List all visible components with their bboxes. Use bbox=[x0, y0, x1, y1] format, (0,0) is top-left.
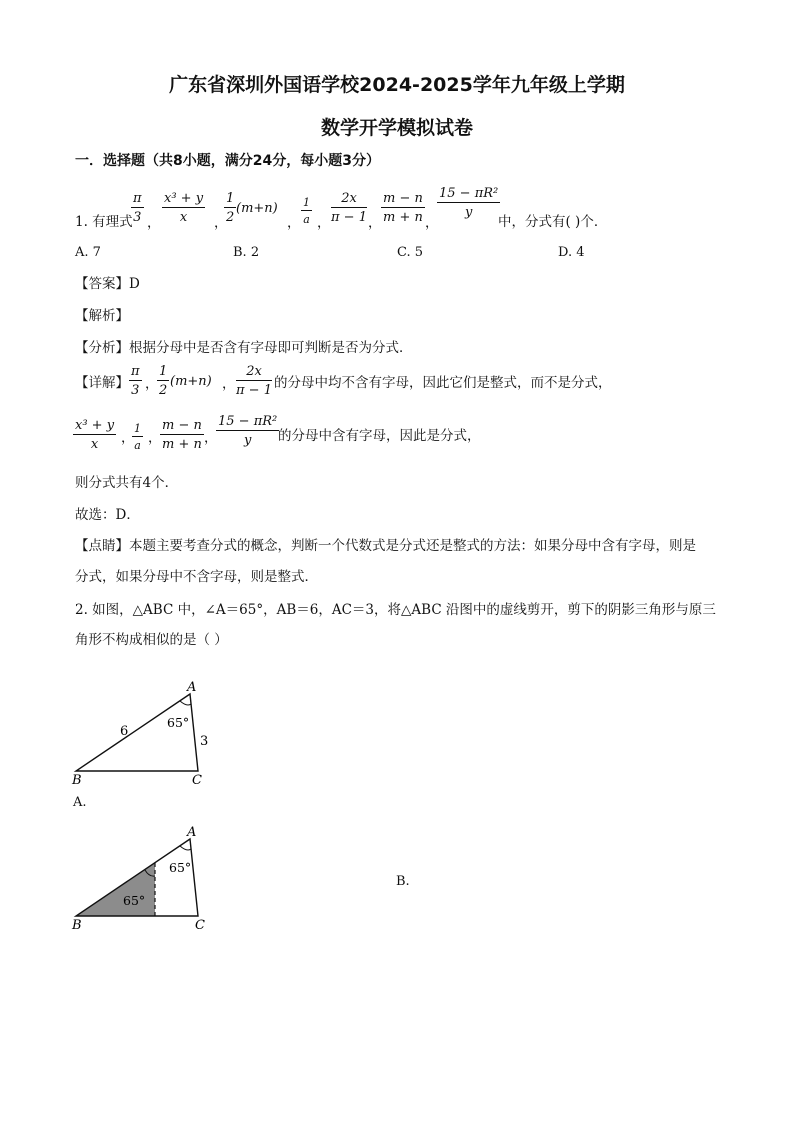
fraction-denominator: x bbox=[179, 210, 188, 225]
fraction-denominator: a bbox=[134, 439, 141, 452]
xiangjie-line2-text: 的分母中含有字母，因此是分式， bbox=[278, 428, 481, 444]
xiangjie-fraction-x3y-over-x bbox=[73, 418, 116, 452]
answer-value: D bbox=[129, 276, 140, 292]
vertex-label-a: A bbox=[187, 680, 197, 695]
fraction-denominator: m + n bbox=[383, 210, 423, 225]
fraction-numerator: 2x bbox=[331, 191, 367, 208]
answer-tag: 【答案】 bbox=[75, 276, 129, 292]
angle-label-shaded: 65° bbox=[123, 893, 146, 908]
answer-line bbox=[75, 274, 140, 294]
fraction-denominator: x bbox=[90, 437, 99, 452]
vertex-label-b: B bbox=[72, 773, 82, 788]
side-ab-label: 6 bbox=[120, 724, 129, 739]
q2-stem-line2: 角形不构成相似的是（ ） bbox=[75, 632, 228, 648]
separator: ， bbox=[425, 215, 439, 231]
dianjing-tag: 【点睛】 bbox=[75, 538, 129, 554]
separator: ， bbox=[287, 215, 301, 231]
separator: ， bbox=[204, 430, 218, 446]
q2-option-a-figure bbox=[60, 825, 230, 937]
fraction-denominator: y bbox=[464, 205, 473, 220]
dianjing-text: 本题主要考查分式的概念，判断一个代数式是分式还是整式的方法：如果分母中含有字母，则是 bbox=[129, 538, 696, 554]
dianjing-line1 bbox=[75, 536, 696, 556]
separator: ， bbox=[222, 376, 236, 392]
separator: ， bbox=[368, 215, 382, 231]
fraction-numerator: π bbox=[131, 364, 140, 379]
xiangjie-fraction-15-piR2-over-y bbox=[216, 414, 279, 448]
fraction-numerator: π bbox=[133, 191, 142, 206]
fraction-numerator: 15 − πR² bbox=[439, 186, 499, 201]
xiangjie-line1-text: 的分母中均不含有字母，因此它们是整式，而不是分式， bbox=[274, 375, 612, 391]
fraction-denominator: 3 bbox=[131, 383, 140, 398]
side-ac-label: 3 bbox=[200, 734, 209, 749]
angle-arc bbox=[180, 701, 191, 705]
document-title-line2: 数学开学模拟试卷 bbox=[320, 117, 473, 139]
q1-option-c: C. 5 bbox=[397, 245, 424, 260]
xiangjie-fraction-pi-over-3 bbox=[129, 364, 142, 398]
angle-label: 65° bbox=[167, 715, 190, 730]
fenxi-text: 根据分母中是否含有字母即可判断是否为分式． bbox=[129, 340, 413, 356]
angle-label-top: 65° bbox=[169, 860, 192, 875]
q1-fraction-15-piR2-over-y bbox=[437, 186, 500, 220]
dianjing-line2: 分式，如果分母中不含字母，则是整式． bbox=[75, 569, 318, 585]
vertex-label-c: C bbox=[195, 918, 205, 933]
fraction-numerator: 1 bbox=[134, 422, 141, 435]
q1-option-d: D. 4 bbox=[558, 245, 585, 260]
q2-option-a-label: A. bbox=[73, 795, 87, 810]
section-heading: 一．选择题（共8小题，满分24分，每小题3分） bbox=[75, 153, 380, 169]
xiangjie-half-tail: (m+n) bbox=[170, 374, 212, 389]
q1-fraction-x3y-over-x bbox=[162, 191, 205, 225]
fraction-numerator: m − n bbox=[383, 191, 423, 206]
q1-fraction-half bbox=[224, 191, 236, 225]
q1-fraction-2x-over-pi-1 bbox=[331, 191, 367, 225]
fraction-denominator: 2 bbox=[159, 383, 168, 398]
q1-suffix: 中，分式有( )个． bbox=[498, 214, 608, 230]
fraction-denominator: a bbox=[303, 213, 310, 226]
xiangjie-fraction-1-over-a bbox=[132, 422, 143, 452]
fraction-numerator: 1 bbox=[303, 196, 310, 209]
q1-option-a: A. 7 bbox=[75, 245, 101, 260]
count-line: 则分式共有4个． bbox=[75, 475, 179, 491]
vertex-label-b: B bbox=[72, 918, 82, 933]
vertex-label-a: A bbox=[187, 825, 197, 840]
fraction-numerator: x³ + y bbox=[75, 418, 115, 433]
fraction-numerator: 2x bbox=[236, 364, 272, 381]
xiangjie-fraction-2x-over-pi-1 bbox=[236, 364, 272, 398]
fraction-denominator: π − 1 bbox=[331, 210, 367, 225]
q1-fraction-mn-over-mn bbox=[381, 191, 425, 225]
separator: ， bbox=[121, 430, 135, 446]
fraction-numerator: 1 bbox=[159, 364, 168, 379]
vertex-label-c: C bbox=[192, 773, 202, 788]
q1-prefix: 1. 有理式 bbox=[75, 214, 133, 230]
xiangjie-tag: 【详解】 bbox=[75, 375, 129, 391]
fraction-numerator: x³ + y bbox=[164, 191, 204, 206]
angle-arc-top bbox=[180, 846, 191, 850]
separator: ， bbox=[147, 215, 161, 231]
fenxi-line bbox=[75, 338, 413, 358]
xiangjie-fraction-half bbox=[157, 364, 169, 398]
analysis-tag: 【解析】 bbox=[75, 308, 129, 324]
separator: ， bbox=[214, 215, 228, 231]
q1-half-tail: (m+n) bbox=[236, 201, 278, 216]
fraction-numerator: 1 bbox=[226, 191, 235, 206]
separator: ， bbox=[145, 376, 159, 392]
separator: ， bbox=[317, 215, 331, 231]
fraction-denominator: π − 1 bbox=[236, 383, 272, 398]
q1-fraction-1-over-a bbox=[301, 196, 312, 226]
fraction-numerator: 15 − πR² bbox=[218, 414, 278, 429]
q2-triangle-figure bbox=[60, 680, 230, 792]
q1-fraction-pi-over-3 bbox=[131, 191, 144, 225]
q2-option-b-label: B. bbox=[396, 874, 410, 889]
fraction-denominator: 3 bbox=[133, 210, 142, 225]
q2-stem-line1: 2. 如图，△ABC 中，∠A＝65°，AB＝6，AC＝3，将△ABC 沿图中的虚线剪开，剪下的阴影三角形与原三 bbox=[75, 602, 716, 618]
fraction-denominator: 2 bbox=[226, 210, 235, 225]
triangle-abc bbox=[76, 694, 198, 771]
q1-option-b: B. 2 bbox=[233, 245, 260, 260]
document-title-line1: 广东省深圳外国语学校2024-2025学年九年级上学期 bbox=[169, 74, 625, 96]
separator: ， bbox=[148, 430, 162, 446]
fraction-denominator: y bbox=[243, 433, 252, 448]
choice-line: 故选：D． bbox=[75, 507, 140, 523]
fraction-numerator: m − n bbox=[162, 418, 202, 433]
fenxi-tag: 【分析】 bbox=[75, 340, 129, 356]
fraction-denominator: m + n bbox=[162, 437, 202, 452]
xiangjie-fraction-mn-over-mn bbox=[160, 418, 204, 452]
